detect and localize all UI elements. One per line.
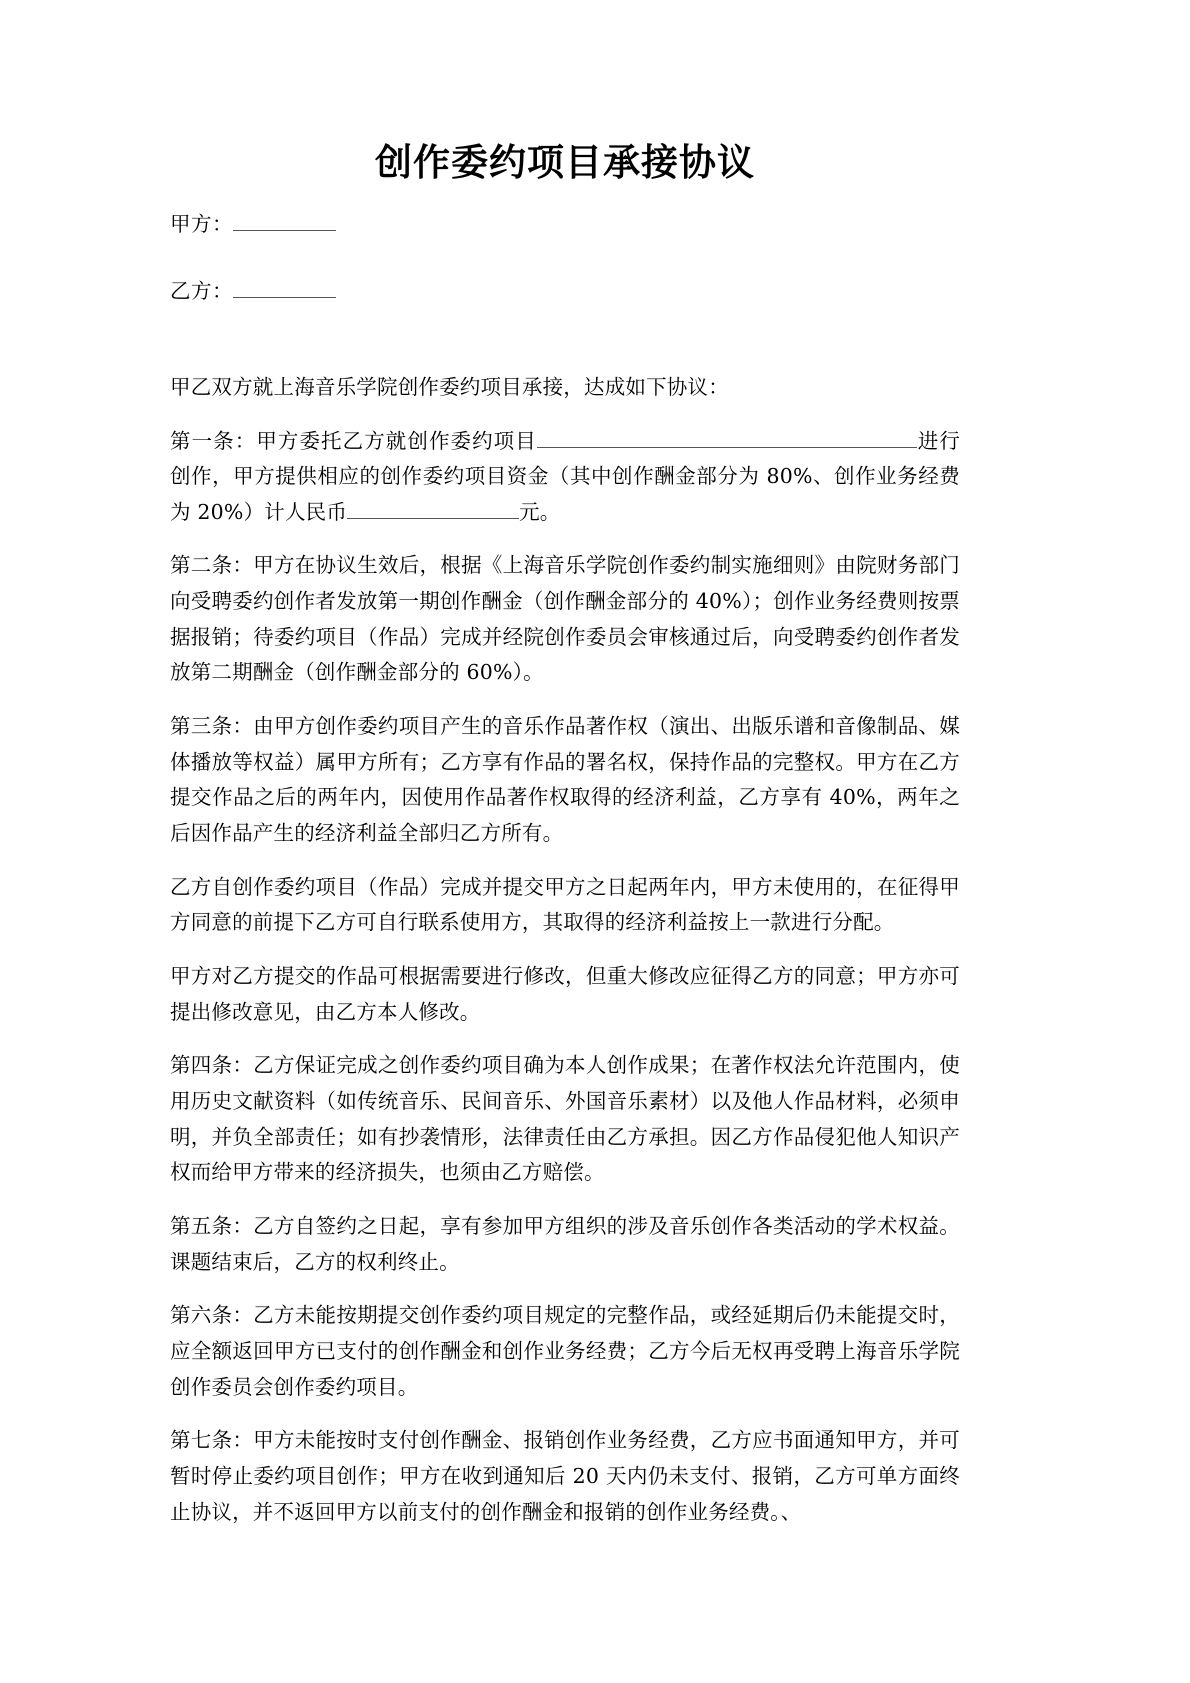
article-2-paragraph: 第二条：甲方在协议生效后，根据《上海音乐学院创作委约制实施细则》由院财务部门向受聘委约创作者发放第一期创作酬金（创作酬金部分的 40%）；创作业务经费则按票据报销；待委约项目（作品）完成并经院创作委员会审核通过后，向受聘委约创作者发放第二期酬金（创作酬金部分的 60%）。 <box>170 553 960 685</box>
article-1-middle: 进行创作，甲方提供相应的创作委约项目资金（其中创作酬金部分为 80%、创作业务经费为 20%）计人民币 <box>170 428 961 524</box>
article-1-project-blank[interactable] <box>537 426 917 448</box>
party-b-label: 乙方： <box>170 279 233 304</box>
article-1-paragraph <box>170 424 960 531</box>
spacer <box>170 342 960 370</box>
article-7-paragraph: 第七条：甲方未能按时支付创作酬金、报销创作业务经费，乙方应书面通知甲方，并可暂时停止委约项目创作；甲方在收到通知后 20 天内仍未支付、报销，乙方可单方面终止协议，并不返回甲方以前支付的创作酬金和报销的创作业务经费。、 <box>170 1428 960 1524</box>
party-a-line <box>170 208 960 241</box>
party-a-label: 甲方： <box>170 212 233 237</box>
party-b-line <box>170 275 960 308</box>
party-b-blank[interactable] <box>233 277 336 299</box>
article-3-paragraph: 第三条：由甲方创作委约项目产生的音乐作品著作权（演出、出版乐谱和音像制品、媒体播放等权益）属甲方所有；乙方享有作品的署名权，保持作品的完整权。甲方在乙方提交作品之后的两年内，因使用作品著作权取得的经济利益，乙方享有 40%，两年之后因作品产生的经济利益全部归乙方所有。 <box>170 714 960 846</box>
article-4-paragraph: 第四条：乙方保证完成之创作委约项目确为本人创作成果；在著作权法允许范围内，使用历史文献资料（如传统音乐、民间音乐、外国音乐素材）以及他人作品材料，必须申明，并负全部责任；如有抄袭情形，法律责任由乙方承担。因乙方作品侵犯他人知识产权而给甲方带来的经济损失，也须由乙方赔偿。 <box>170 1053 960 1185</box>
article-6-paragraph: 第六条：乙方未能按期提交创作委约项目规定的完整作品，或经延期后仍未能提交时，应全额返回甲方已支付的创作酬金和创作业务经费；乙方今后无权再受聘上海音乐学院创作委员会创作委约项目。 <box>170 1303 960 1399</box>
article-5-paragraph: 第五条：乙方自签约之日起，享有参加甲方组织的涉及音乐创作各类活动的学术权益。课题结束后，乙方的权利终止。 <box>170 1213 960 1274</box>
article-1-suffix: 元。 <box>519 499 561 524</box>
article-3-clause-3-paragraph: 甲方对乙方提交的作品可根据需要进行修改，但重大修改应征得乙方的同意；甲方亦可提出修改意见，由乙方本人修改。 <box>170 964 960 1024</box>
document-body <box>170 140 960 1548</box>
party-a-blank[interactable] <box>233 210 336 232</box>
article-1-prefix: 第一条：甲方委托乙方就创作委约项目 <box>170 428 537 453</box>
article-3-clause-2-paragraph: 乙方自创作委约项目（作品）完成并提交甲方之日起两年内，甲方未使用的，在征得甲方同意的前提下乙方可自行联系使用方，其取得的经济利益按上一款进行分配。 <box>170 874 960 935</box>
intro-paragraph: 甲乙双方就上海音乐学院创作委约项目承接，达成如下协议： <box>170 374 729 399</box>
article-1-amount-blank[interactable] <box>347 497 519 519</box>
page-title: 创作委约项目承接协议 <box>375 141 755 184</box>
